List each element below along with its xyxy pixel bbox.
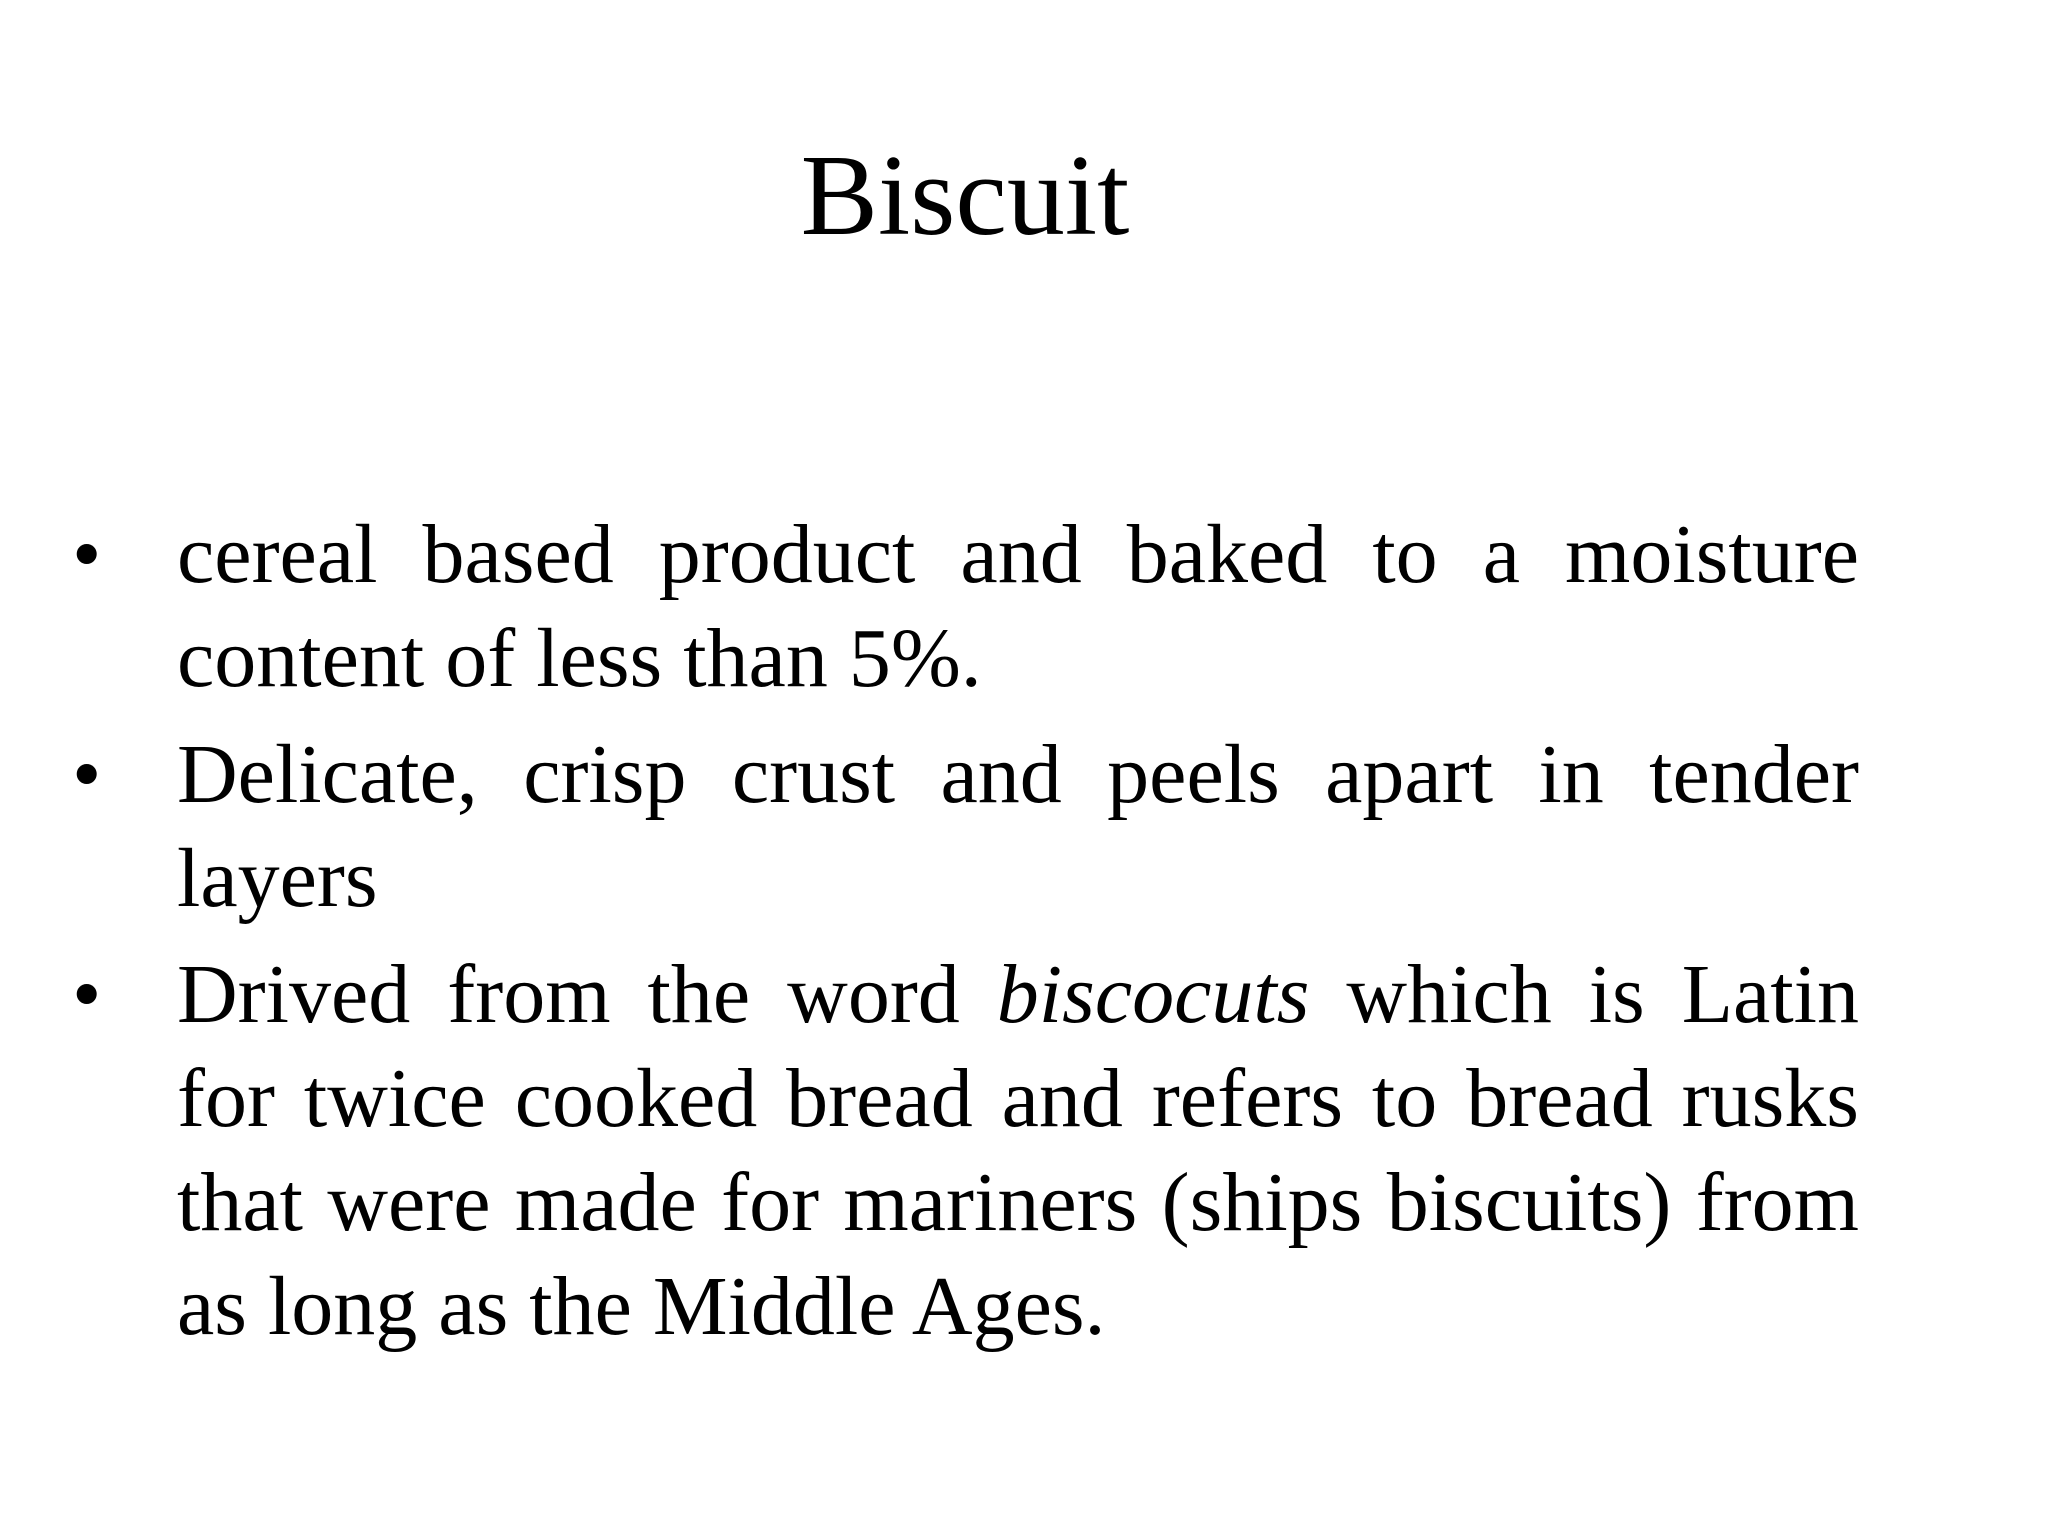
bullet-item [0, 723, 2048, 931]
bullet-text-part: cereal based product and baked to a moisture content of less than 5%. [177, 508, 1859, 705]
bullet-text-part: Drived from the word [177, 948, 997, 1041]
slide-title: Biscuit [800, 132, 1130, 260]
bullet-marker: • [72, 948, 102, 1041]
bullet-marker: • [72, 728, 102, 821]
bullet-list [0, 503, 2048, 1371]
bullet-text-part: which is Latin for twice cooked bread and refers to bread rusks that were made for mariners (ships biscuits) from as long as the Middle Ages. [177, 948, 1859, 1353]
latin-word: biscocuts [996, 948, 1310, 1041]
bullet-text [177, 503, 1859, 711]
bullet-text-part: Delicate, crisp crust and peels apart in tender layers [177, 728, 1859, 925]
bullet-text [177, 943, 1859, 1359]
bullet-item [0, 943, 2048, 1359]
bullet-item [0, 503, 2048, 711]
bullet-text [177, 723, 1859, 931]
bullet-marker: • [72, 508, 102, 601]
